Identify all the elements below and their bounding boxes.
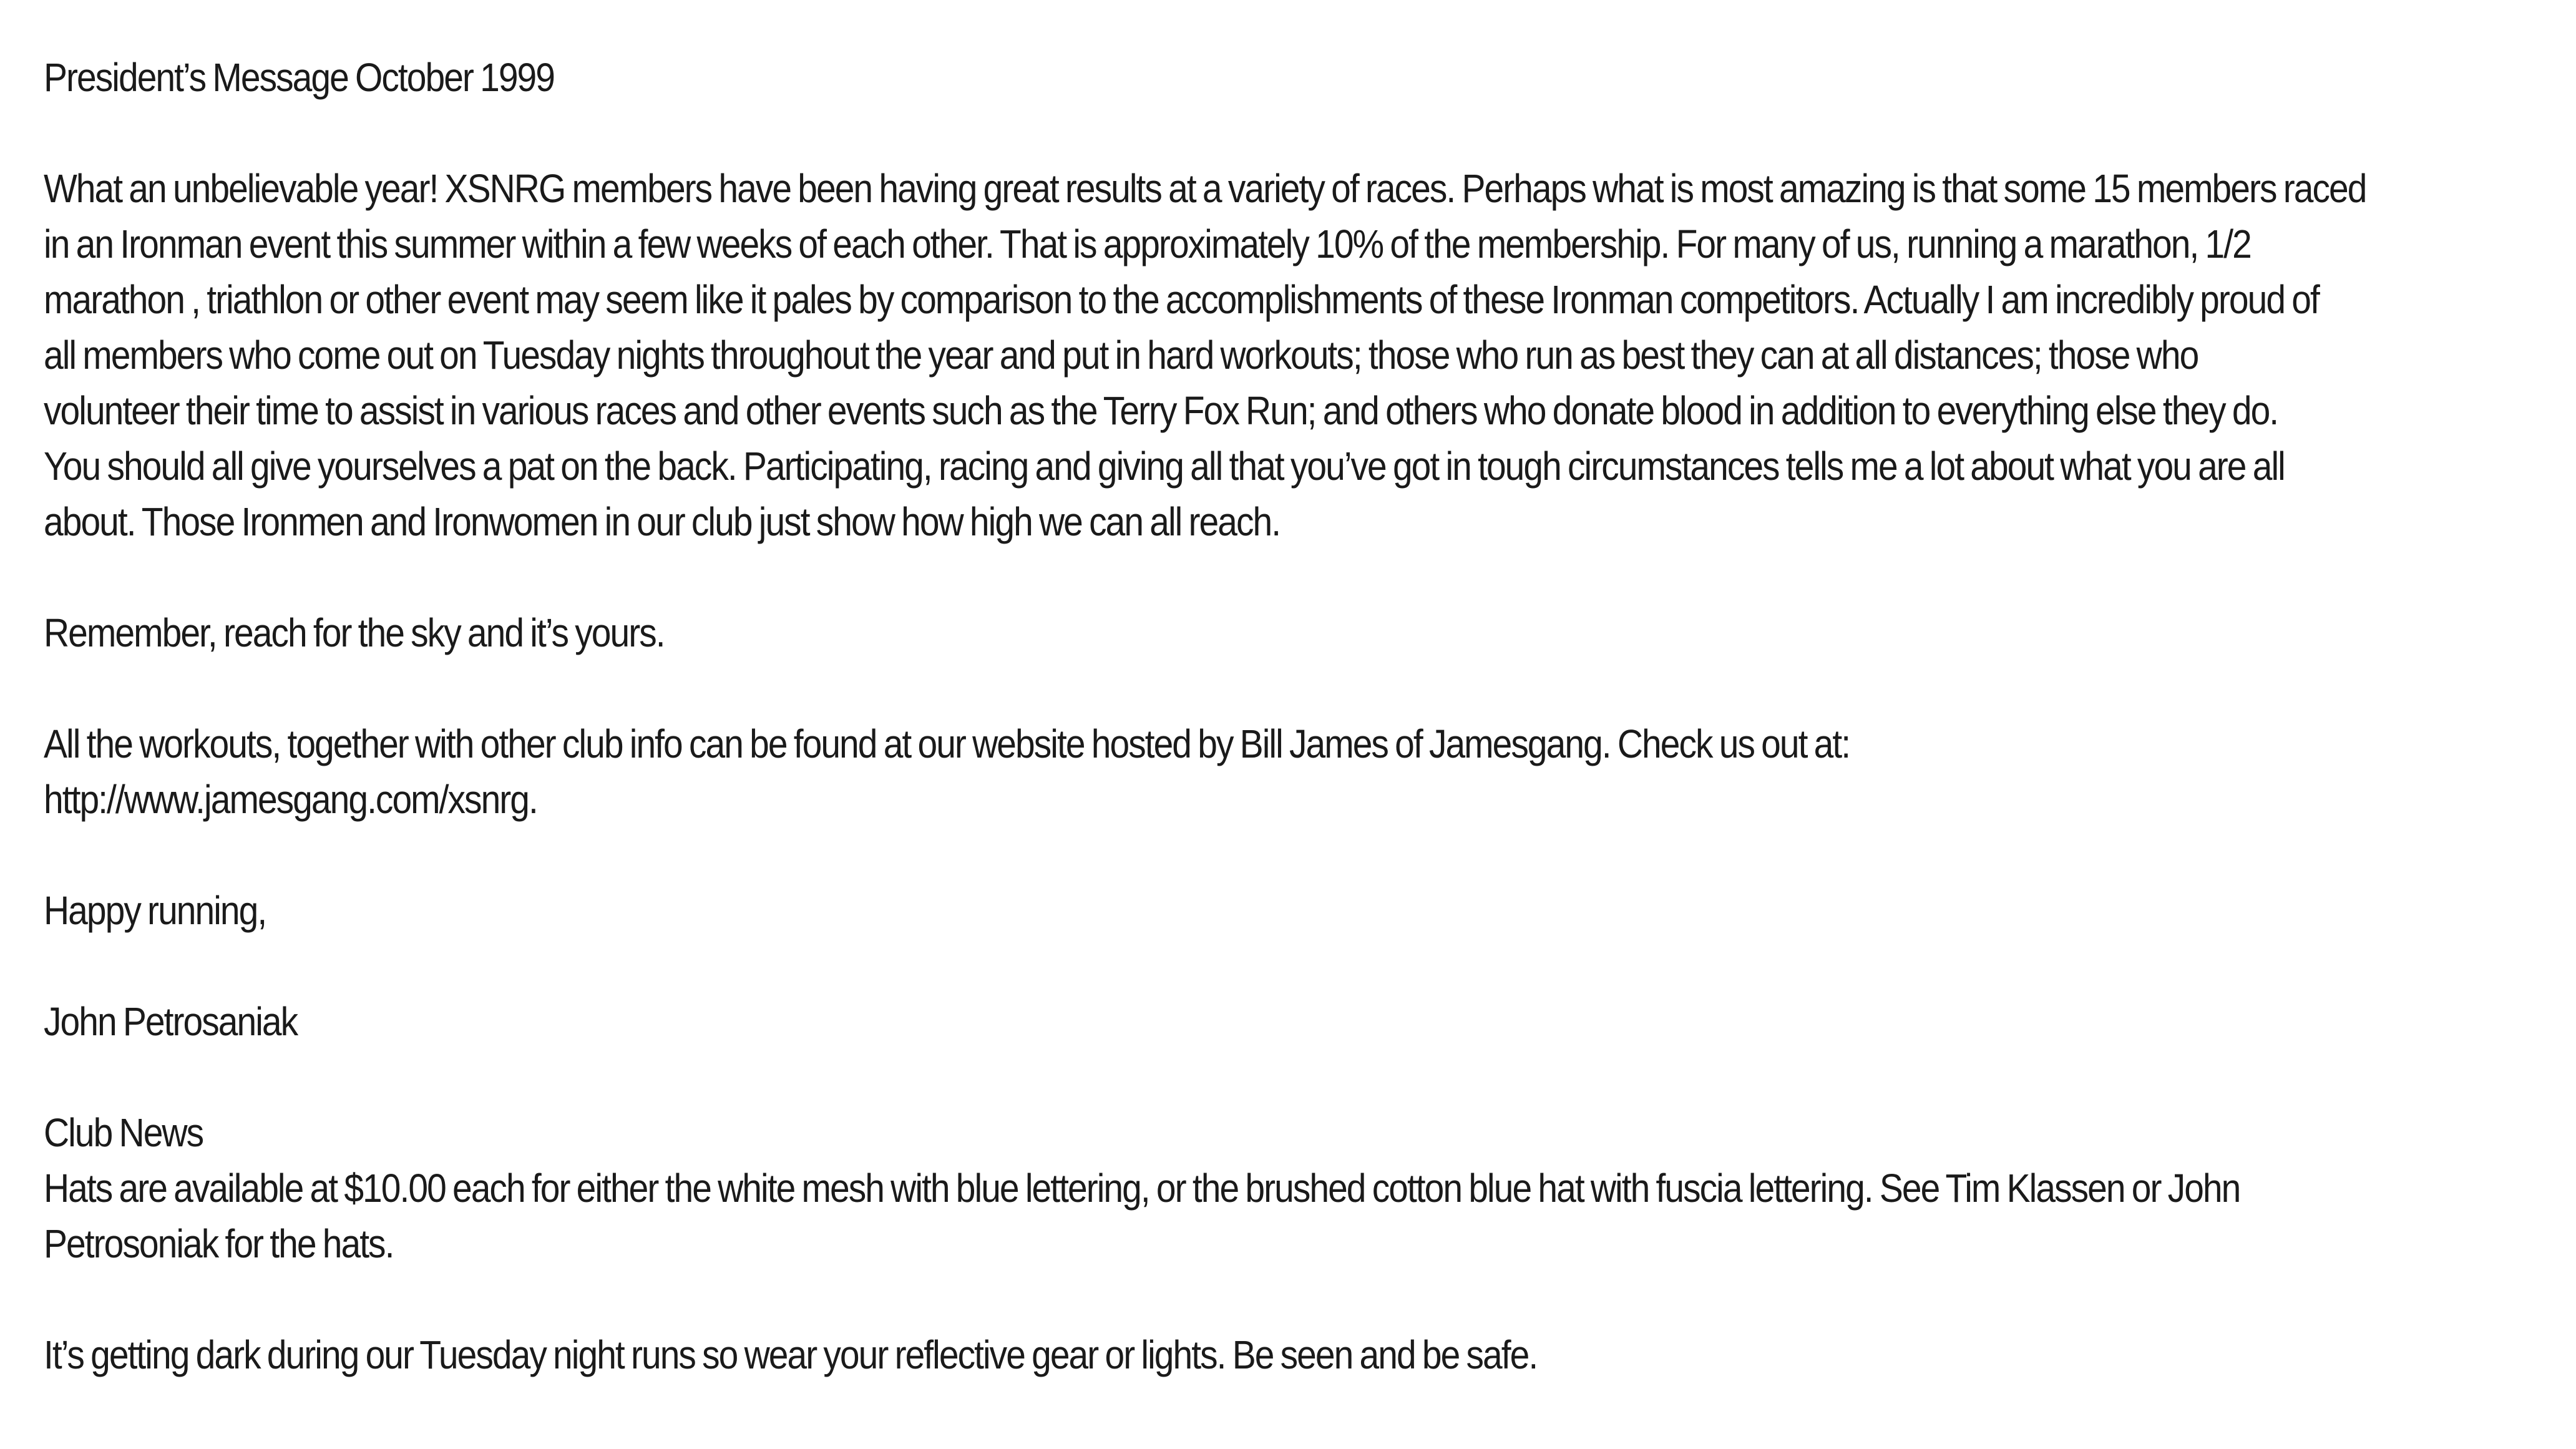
website-url-link[interactable]: http://www.jamesgang.com/xsnrg. xyxy=(44,777,537,822)
closing-line: Happy running, xyxy=(44,888,266,933)
message-paragraph-1-line-6: You should all give yourselves a pat on the back. Participating, racing and giving all that you’ve got in tough circumstances tells me a lot about what you are all xyxy=(44,444,2285,489)
website-sentence: All the workouts, together with other club info can be found at our website hosted by Bill James of Jamesgang. Check us out at: xyxy=(44,721,1850,766)
message-paragraph-1-line-7: about. Those Ironmen and Ironwomen in our club just show how high we can all reach. xyxy=(44,499,1281,544)
message-paragraph-3 xyxy=(44,716,2543,827)
message-paragraph-1-line-1: What an unbelievable year! XSNRG members have been having great results at a variety of races. Perhaps what is most amazing is that some 15 members raced xyxy=(44,166,2366,211)
club-news-hats-line-1: Hats are available at $10.00 each for either the white mesh with blue lettering, or the brushed cotton blue hat with fuscia lettering. See Tim Klassen or John xyxy=(44,1166,2240,1211)
message-paragraph-1-line-5: volunteer their time to assist in various races and other events such as the Terry Fox Run; and others who donate blood in addition to everything else they do. xyxy=(44,388,2278,433)
club-news-heading: Club News xyxy=(44,1110,203,1155)
club-news-hats-line-2: Petrosoniak for the hats. xyxy=(44,1221,394,1266)
message-paragraph-1-line-2: in an Ironman event this summer within a few weeks of each other. That is approximately 10% of the membership. For many of us, running a marathon, 1/2 xyxy=(44,222,2251,266)
club-news-hats xyxy=(44,1161,2543,1272)
signature: John Petrosaniak xyxy=(44,999,298,1044)
club-news-safety: It’s getting dark during our Tuesday night runs so wear your reflective gear or lights. Be seen and be safe. xyxy=(44,1332,1538,1377)
message-paragraph-1-line-3: marathon , triathlon or other event may seem like it pales by comparison to the accomplishments of these Ironman competitors. Actually I am incredibly proud of xyxy=(44,277,2319,322)
message-paragraph-1 xyxy=(44,161,2543,550)
message-paragraph-2: Remember, reach for the sky and it’s yours. xyxy=(44,610,665,655)
message-paragraph-1-line-4: all members who come out on Tuesday nights throughout the year and put in hard workouts; those who run as best they can at all distances; those who xyxy=(44,333,2198,378)
document-page xyxy=(44,50,2366,1438)
page-title: President’s Message October 1999 xyxy=(44,55,555,100)
